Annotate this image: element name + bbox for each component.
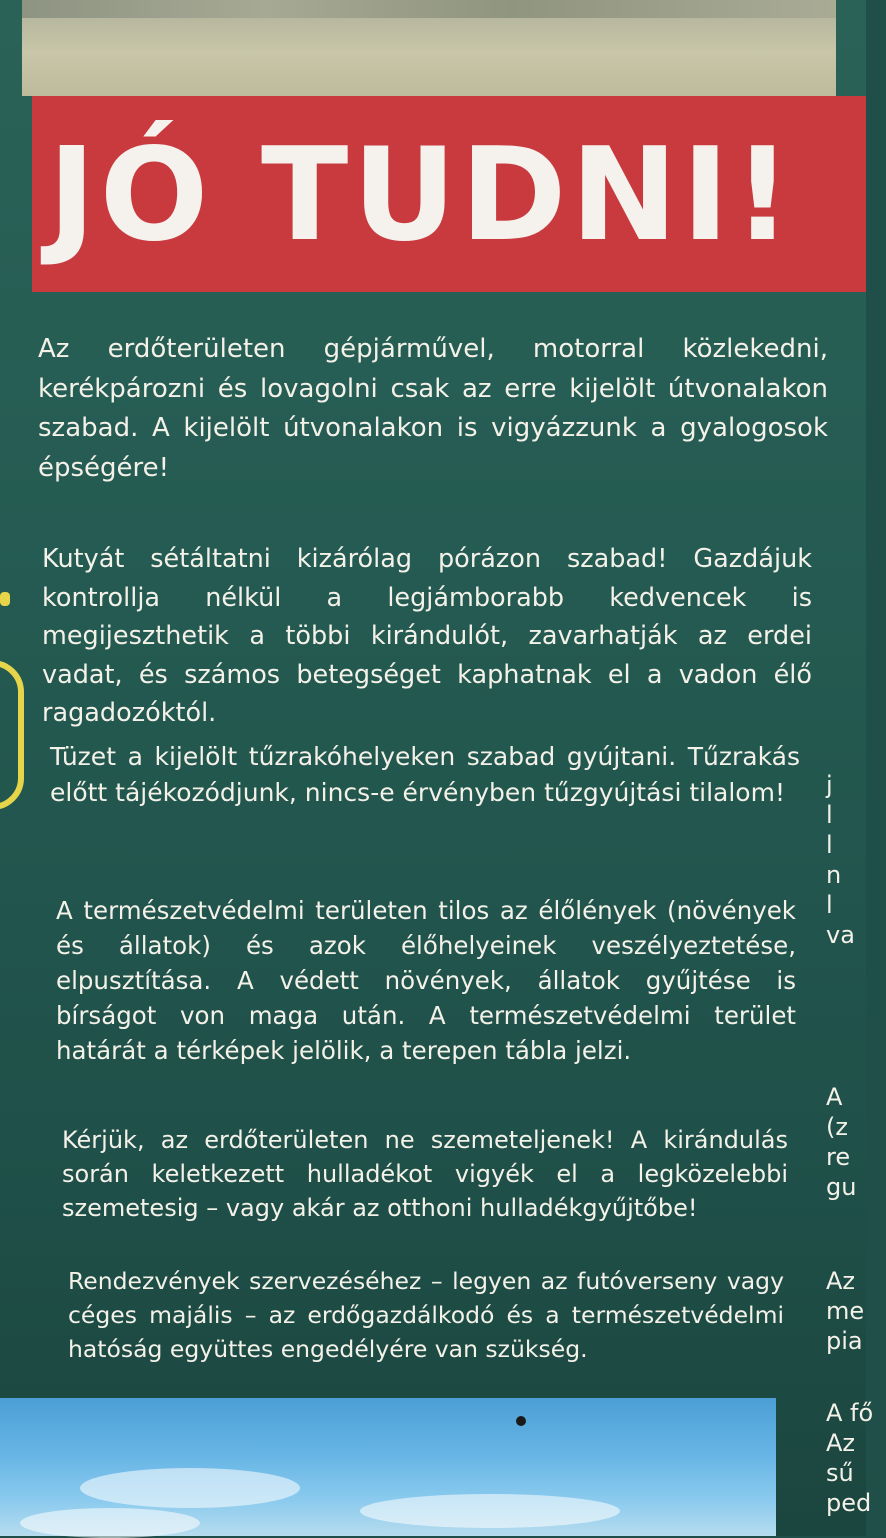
fragment-line: sű [826, 1459, 854, 1487]
fragment-line: Az [826, 1429, 856, 1457]
fragment-line: A fő [826, 1399, 874, 1427]
bottom-sky-photo [0, 1398, 776, 1536]
fragment-line: va [826, 921, 855, 949]
paragraph-events: Rendezvények szervezéséhez – legyen az futóverseny vagy céges majális – az erdőgazdálkodó és a természetvédelmi hatóság együttes engedélyére van szükség. [68, 1267, 784, 1363]
right-column-fragment-3 [826, 1266, 886, 1356]
fragment-line: l [826, 831, 833, 859]
paragraph-litter: Kérjük, az erdőterületen ne szemeteljenek! A kirándulás során keletkezett hulladékot vigyék el a legközelebbi szemetesig – vagy akár az otthoni hulladékgyűjtőbe! [62, 1126, 788, 1222]
paragraph-dogs: Kutyát sétáltatni kizárólag pórázon szabad! Gazdájuk kontrollja nélkül a legjámborabb kedvencek is megijeszthetik a többi kirándulót, zavarhatják az erdei vadat, és számos betegséget kaphatnak el a vadon élő ragadozóktól. [42, 544, 812, 728]
top-landscape-photo [22, 0, 836, 96]
cloud [20, 1508, 200, 1538]
fragment-line: pia [826, 1327, 863, 1355]
yellow-trail-mark [0, 660, 24, 810]
fragment-line: Az [826, 1267, 856, 1295]
cloud [80, 1468, 300, 1508]
fragment-line: l [826, 891, 833, 919]
banner-title: JÓ TUDNI! [48, 121, 796, 270]
fragment-line: (z [826, 1113, 848, 1141]
right-column-fragment-2 [826, 1082, 886, 1202]
paragraph-fire: Tüzet a kijelölt tűzrakóhelyeken szabad gyújtani. Tűzrakás előtt tájékozódjunk, nincs-e érvényben tűzgyújtási tilalom! [50, 742, 800, 807]
fragment-line: A [826, 1083, 843, 1111]
fragment-line: re [826, 1143, 851, 1171]
paragraph-nature-protection: A természetvédelmi területen tilos az élőlények (növények és állatok) és azok élőhelyeinek veszélyeztetése, elpusztítása. A védett növények, állatok gyűjtése is bírságot von maga után. A természetvédelmi terület határát a térképek jelölik, a terepen tábla jelzi. [56, 896, 796, 1065]
cloud [360, 1494, 620, 1528]
right-column-fragment-1 [826, 770, 886, 950]
fragment-line: gu [826, 1173, 857, 1201]
mounting-hole [516, 1416, 526, 1426]
fragment-line: n [826, 861, 842, 889]
fragment-line: j [826, 771, 833, 799]
fragment-line: ped [826, 1489, 872, 1517]
paragraph-vehicles: Az erdőterületen gépjárművel, motorral közlekedni, kerékpározni és lovagolni csak az erre kijelölt útvonalakon szabad. A kijelölt útvonalakon is vigyázzunk a gyalogosok épségére! [38, 334, 828, 483]
fragment-line: l [826, 801, 833, 829]
fragment-line: me [826, 1297, 865, 1325]
yellow-trail-mark-dot [0, 592, 10, 606]
hedge-strip [22, 0, 836, 18]
right-column-fragment-4 [826, 1398, 886, 1518]
